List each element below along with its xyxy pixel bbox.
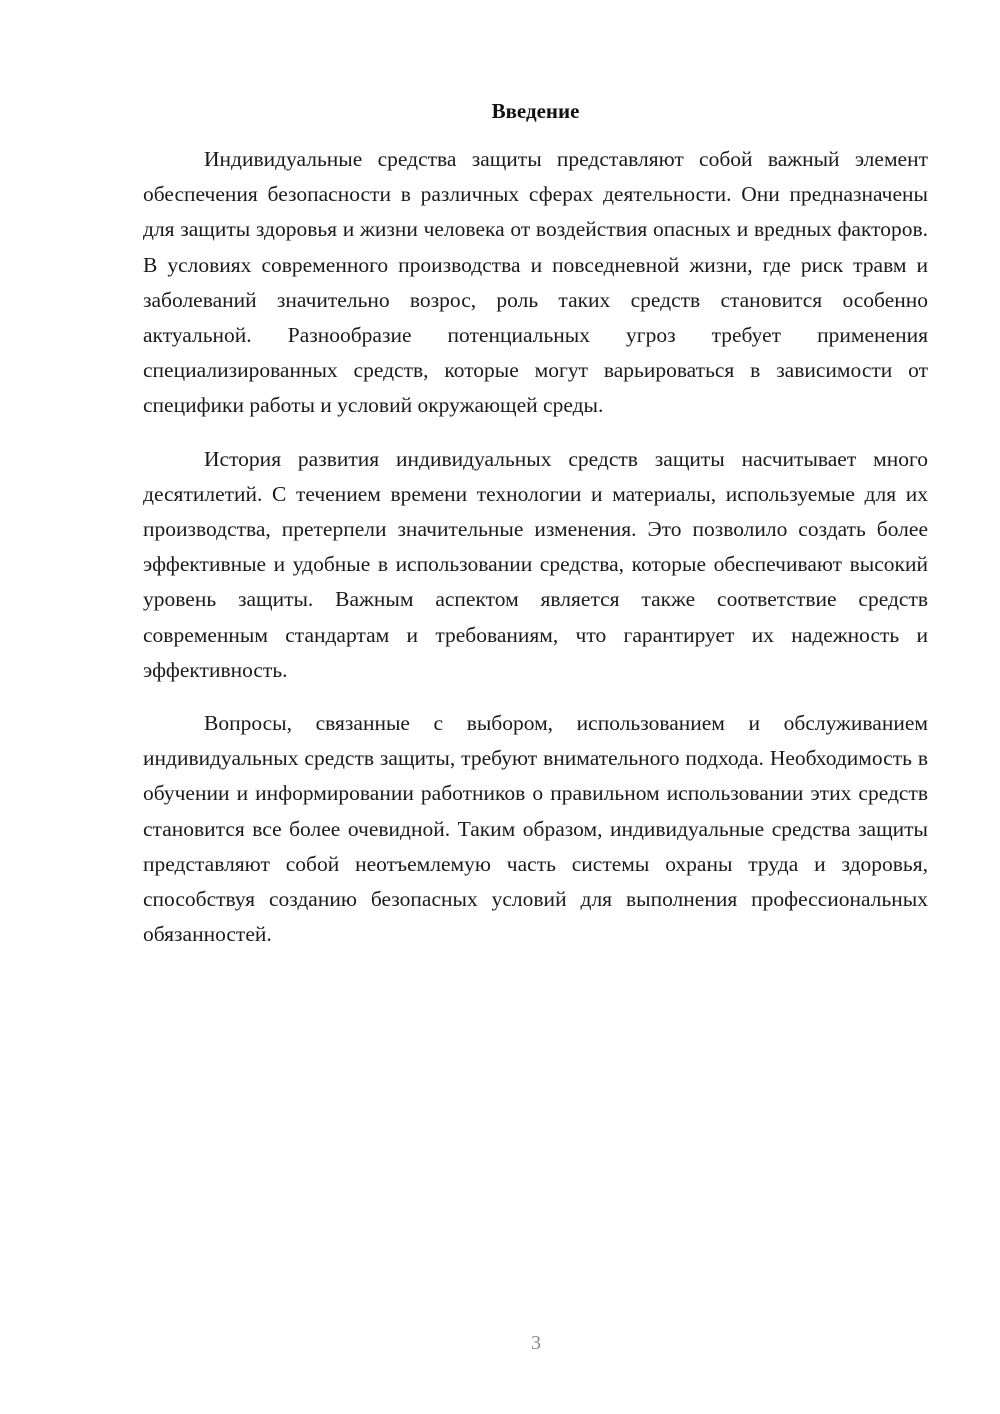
paragraph-3: Вопросы, связанные с выбором, использованием и обслуживанием индивидуальных средств защиты, требуют внимательного подхода. Необходимость в обучении и информировании работников о правильном использовании этих средств становится все более очевидной. Таким образом, индивидуальные средства защиты представляют собой неотъемлемую часть системы охраны труда и здоровья, способствуя созданию безопасных условий для выполнения профессиональных обязанностей. bbox=[143, 711, 928, 947]
paragraph-1: Индивидуальные средства защиты представляют собой важный элемент обеспечения безопасности в различных сферах деятельности. Они предназначены для защиты здоровья и жизни человека от воздействия опасных и вредных факторов. В условиях современного производства и повседневной жизни, где риск травм и заболеваний значительно возрос, роль таких средств становится особенно актуальной. Разнообразие потенциальных угроз требует применения специализированных средств, которые могут варьироваться в зависимости от специфики работы и условий окружающей среды. bbox=[143, 147, 928, 418]
section-heading: Введение bbox=[491, 99, 580, 123]
paragraph-2: История развития индивидуальных средств защиты насчитывает много десятилетий. С течением времени технологии и материалы, используемые для их производства, претерпели значительные изменения. Это позволило создать более эффективные и удобные в использовании средства, которые обеспечивают высокий уровень защиты. Важным аспектом является также соответствие средств современным стандартам и требованиям, что гарантирует их надежность и эффективность. bbox=[143, 446, 928, 682]
page-number: 3 bbox=[531, 1332, 541, 1354]
page-content bbox=[143, 94, 928, 970]
